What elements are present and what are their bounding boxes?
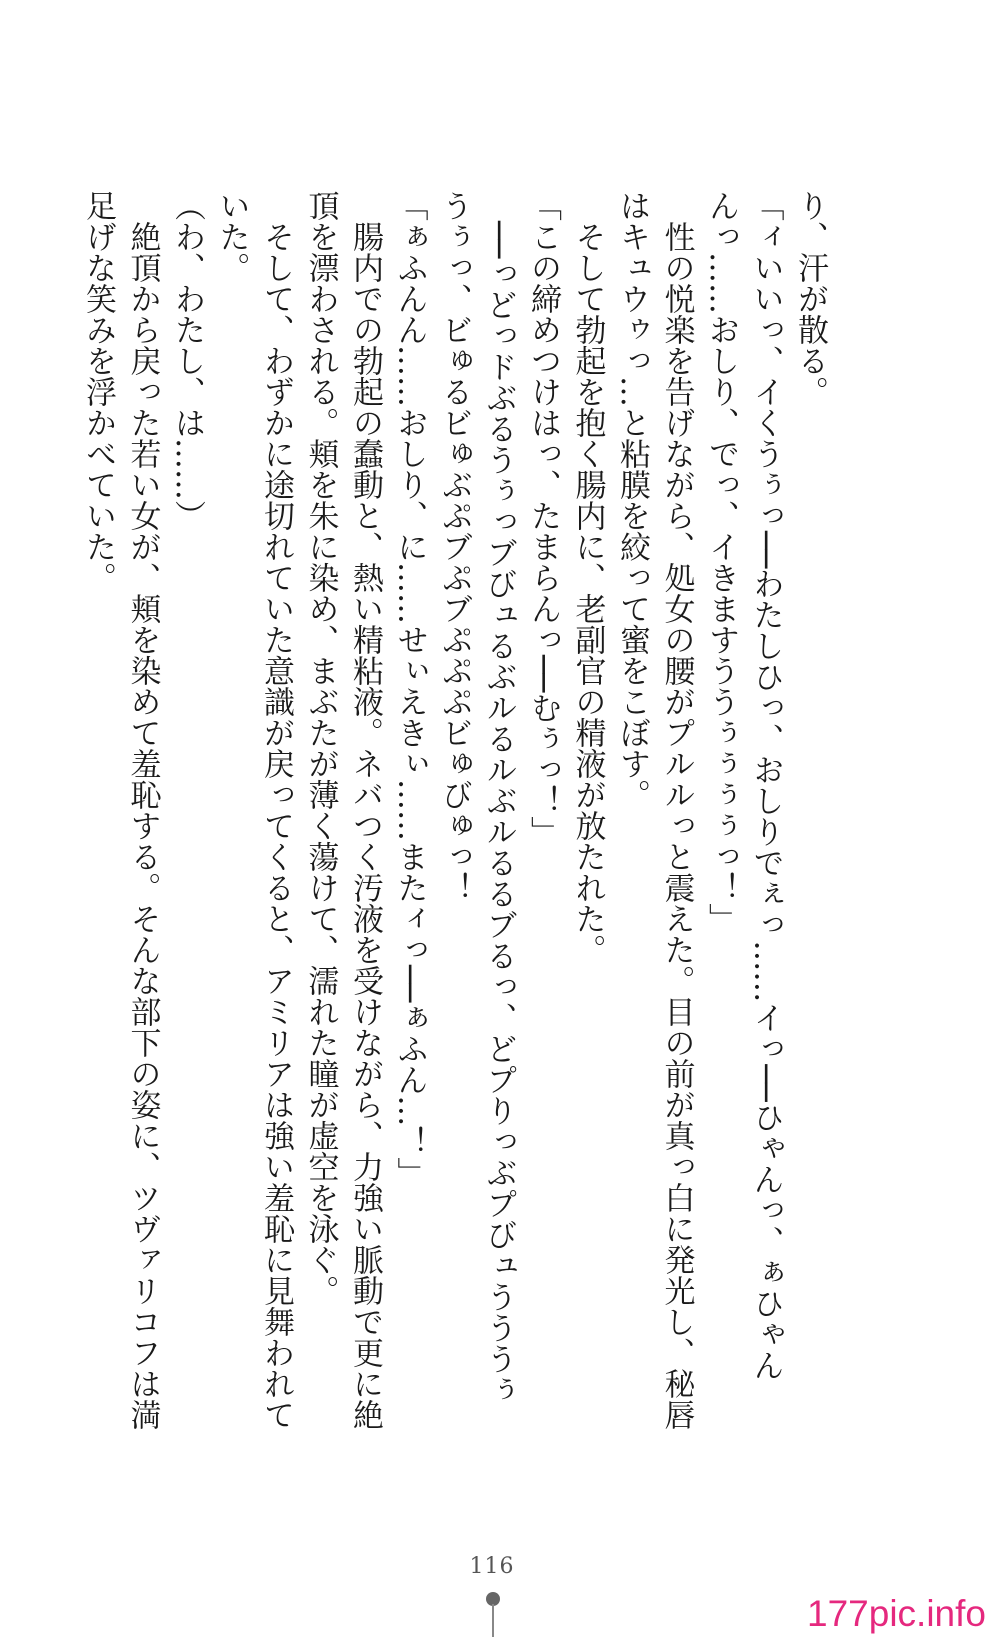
text-line: 「ぁふんん……おしり、に……せぃえきぃ……またィっ──ぁふん…！」 — [391, 190, 428, 1189]
page-number: 116 — [469, 1554, 515, 1579]
text-line: んっ……おしり、でっ、イきますううぅぅぅぅっ！」 — [703, 190, 739, 934]
text-line: り、汗が散る。 — [792, 190, 828, 407]
page-marker-stem — [492, 1604, 494, 1637]
text-line: 「この締めつけはっ、たまらんっ──むぅっ！」 — [525, 190, 561, 848]
text-line: そして、わずかに途切れていた意識が戻ってくると、アミリアは強い羞恥に見舞われて — [258, 190, 294, 1430]
text-line: いた。 — [213, 190, 250, 283]
text-line: 足げな笑みを浮かべていた。 — [80, 190, 116, 593]
text-line: 「ィいいっ、イくうぅっ──わたしひっ、おしりでぇっ……イっ──ひゃんっ、ぁひゃん — [747, 190, 784, 1381]
text-line: ──っどっドぶるうぅっブびュるぶルるルぶルるるブるっ、どプりっぶプびュうううぅ — [480, 190, 517, 1406]
text-line: 腸内での勃起の蠢動と、熱い精粘液。ネバつく汚液を受けながら、力強い脈動で更に絶 — [347, 190, 383, 1430]
text-line: 絶頂から戻った若い女が、頬を染めて羞恥する。そんな部下の姿に、ツヴァリコフは満 — [124, 190, 161, 1430]
text-line: はキュウゥっ…と粘膜を絞って蜜をこぼす。 — [614, 190, 650, 810]
watermark-text: 177pic.info — [807, 1593, 986, 1634]
text-line: 頂を漂わされる。頬を朱に染め、まぶたが薄く蕩けて、濡れた瞳が虚空を泳ぐ。 — [302, 190, 339, 1306]
text-line: （わ、わたし、は……） — [169, 190, 205, 531]
text-line: 性の悦楽を告げながら、処女の腰がプルルっと震えた。目の前が真っ白に発光し、秘唇 — [658, 190, 695, 1430]
vertical-text-body — [80, 190, 832, 1430]
text-line: そして勃起を抱く腸内に、老副官の精液が放たれた。 — [569, 190, 606, 965]
text-line: うぅっ、ビゅるビゅぶぷブぷブぷぷぷビゅびゅっ！ — [436, 190, 472, 903]
